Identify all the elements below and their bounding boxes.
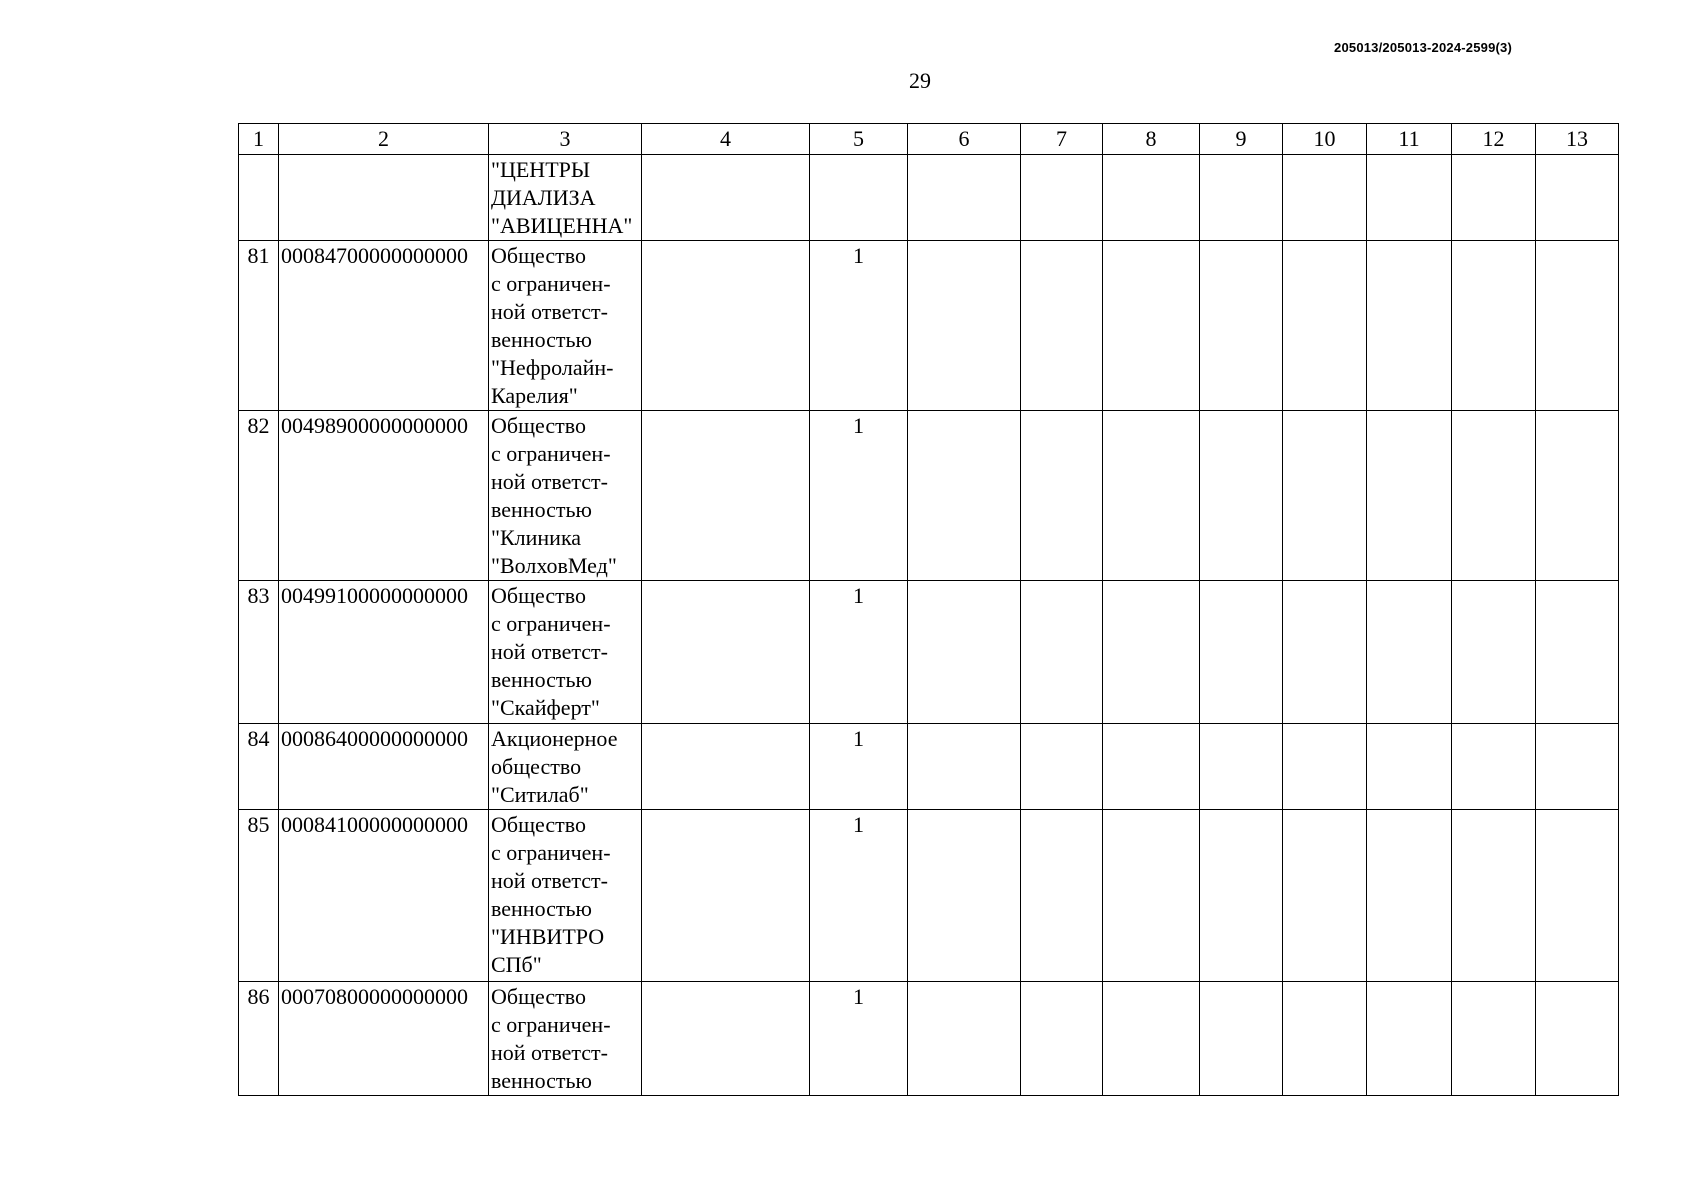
empty-cell [1452,982,1536,1096]
empty-cell [1452,155,1536,241]
empty-cell [1536,982,1619,1096]
empty-cell [1021,724,1103,810]
empty-cell [1452,411,1536,581]
empty-cell [1452,581,1536,724]
empty-cell [908,724,1021,810]
empty-cell [1536,810,1619,982]
column-header: 12 [1452,124,1536,155]
row-number-cell: 81 [239,241,279,411]
organization-name-cell: Общество с ограничен- ной ответст- венностью "Клиника "ВолховМед" [489,411,642,581]
table-row [239,411,1619,581]
empty-cell [1103,155,1200,241]
table-row [239,982,1619,1096]
col4-cell [642,810,810,982]
column-header: 4 [642,124,810,155]
row-number-cell: 82 [239,411,279,581]
column-header: 6 [908,124,1021,155]
row-number-cell: 84 [239,724,279,810]
code-cell: 00498900000000000 [279,411,489,581]
col4-cell [642,581,810,724]
register-table [238,123,1619,1096]
empty-cell [1536,241,1619,411]
empty-cell [1367,810,1452,982]
organization-name-cell: Общество с ограничен- ной ответст- венностью "ИНВИТРО СПб" [489,810,642,982]
col5-cell: 1 [810,241,908,411]
organization-name-cell: Акционерное общество "Ситилаб" [489,724,642,810]
col4-cell [642,724,810,810]
empty-cell [1103,982,1200,1096]
table-row [239,581,1619,724]
empty-cell [908,155,1021,241]
empty-cell [908,241,1021,411]
col5-cell: 1 [810,810,908,982]
code-cell: 00086400000000000 [279,724,489,810]
empty-cell [1367,241,1452,411]
page-number: 29 [909,68,931,93]
empty-cell [1367,982,1452,1096]
empty-cell [1021,241,1103,411]
document-id: 205013/205013-2024-2599(3) [1334,40,1512,55]
column-header: 13 [1536,124,1619,155]
col4-cell [642,411,810,581]
empty-cell [1283,411,1367,581]
empty-cell [1200,724,1283,810]
empty-cell [1103,241,1200,411]
empty-cell [1283,982,1367,1096]
empty-cell [1536,581,1619,724]
column-header: 8 [1103,124,1200,155]
empty-cell [1021,581,1103,724]
table-row [239,241,1619,411]
row-number-cell: 86 [239,982,279,1096]
empty-cell [1103,724,1200,810]
col4-cell [642,982,810,1096]
column-header: 11 [1367,124,1452,155]
column-header: 3 [489,124,642,155]
empty-cell [1367,411,1452,581]
column-header: 7 [1021,124,1103,155]
empty-cell [1283,241,1367,411]
empty-cell [1283,581,1367,724]
empty-cell [908,581,1021,724]
empty-cell [1536,155,1619,241]
empty-cell [1200,411,1283,581]
code-cell: 00499100000000000 [279,581,489,724]
column-number-row [239,124,1619,155]
row-number-cell: 83 [239,581,279,724]
organization-name-cell: Общество с ограничен- ной ответст- венностью "Скайферт" [489,581,642,724]
empty-cell [1367,581,1452,724]
col5-cell: 1 [810,581,908,724]
empty-cell [1103,411,1200,581]
empty-cell [908,411,1021,581]
empty-cell [1021,982,1103,1096]
empty-cell [908,810,1021,982]
empty-cell [1200,581,1283,724]
row-number-cell: 85 [239,810,279,982]
organization-name-cell: Общество с ограничен- ной ответст- венностью "Нефролайн- Карелия" [489,241,642,411]
column-header: 9 [1200,124,1283,155]
empty-cell [1452,241,1536,411]
empty-cell [1367,724,1452,810]
empty-cell [1200,241,1283,411]
row-number-cell [239,155,279,241]
code-cell [279,155,489,241]
empty-cell [1283,810,1367,982]
table-row [239,724,1619,810]
code-cell: 00084100000000000 [279,810,489,982]
empty-cell [1021,810,1103,982]
empty-cell [1200,155,1283,241]
column-header: 1 [239,124,279,155]
empty-cell [1200,982,1283,1096]
empty-cell [1021,411,1103,581]
empty-cell [1536,411,1619,581]
empty-cell [1367,155,1452,241]
empty-cell [1452,724,1536,810]
col5-cell [810,155,908,241]
col4-cell [642,155,810,241]
col4-cell [642,241,810,411]
organization-name-cell: Общество с ограничен- ной ответст- венностью [489,982,642,1096]
empty-cell [908,982,1021,1096]
col5-cell: 1 [810,724,908,810]
empty-cell [1200,810,1283,982]
empty-cell [1536,724,1619,810]
empty-cell [1103,581,1200,724]
empty-cell [1283,155,1367,241]
table-row [239,155,1619,241]
code-cell: 00084700000000000 [279,241,489,411]
code-cell: 00070800000000000 [279,982,489,1096]
col5-cell: 1 [810,411,908,581]
col5-cell: 1 [810,982,908,1096]
column-header: 2 [279,124,489,155]
empty-cell [1103,810,1200,982]
table-row [239,810,1619,982]
empty-cell [1452,810,1536,982]
column-header: 5 [810,124,908,155]
organization-name-cell: "ЦЕНТРЫ ДИАЛИЗА "АВИЦЕННА" [489,155,642,241]
empty-cell [1021,155,1103,241]
column-header: 10 [1283,124,1367,155]
empty-cell [1283,724,1367,810]
